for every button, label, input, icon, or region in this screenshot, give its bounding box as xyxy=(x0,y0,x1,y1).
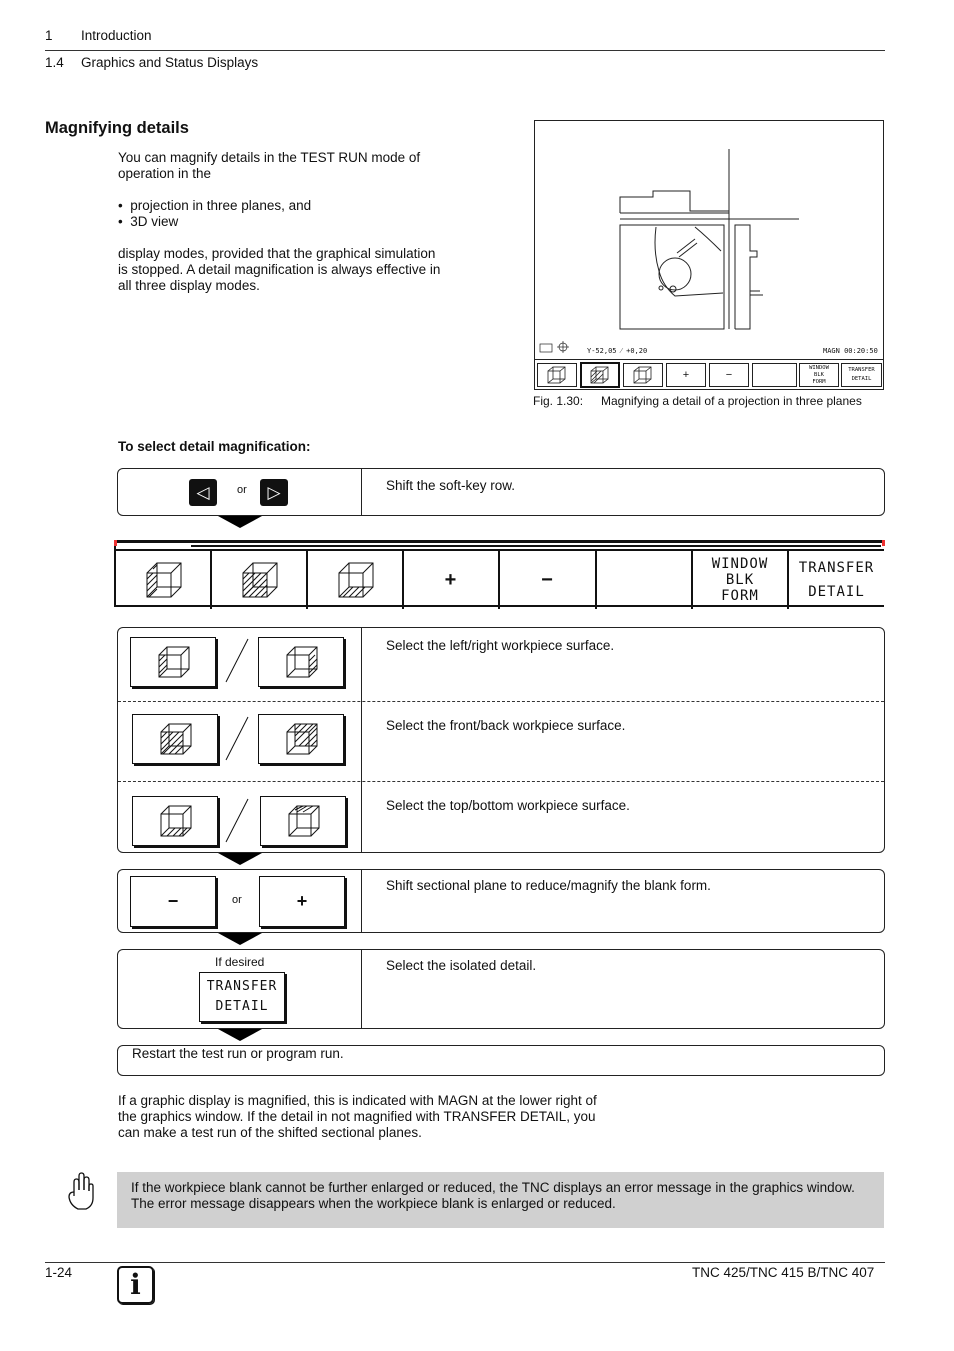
figure-caption-text: Magnifying a detail of a projection in three planes xyxy=(601,394,862,408)
info-glyph: i xyxy=(130,1268,141,1301)
section-title: Graphics and Status Displays xyxy=(81,55,259,70)
product-name: TNC 425/TNC 415 B/TNC 407 xyxy=(692,1265,875,1280)
softkey-left-side[interactable] xyxy=(116,551,212,609)
step-description: Select the isolated detail. xyxy=(386,958,537,973)
softkey-row xyxy=(114,540,884,607)
cube-left-hatched-icon xyxy=(153,643,193,681)
step-shift-sectional-plane xyxy=(117,869,885,933)
back-surface-key[interactable] xyxy=(258,714,344,764)
softkey-plus[interactable] xyxy=(404,551,500,609)
info-icon xyxy=(117,1266,154,1304)
figure-softkey-front xyxy=(580,362,620,388)
softkey-row-ribbon xyxy=(191,545,881,547)
softkey-label: TRANSFER DETAIL xyxy=(798,560,875,600)
step-select-isolated-detail xyxy=(117,949,885,1029)
section-number: 1.4 xyxy=(45,55,64,70)
page-number: 1-24 xyxy=(45,1265,73,1280)
flow-arrow xyxy=(218,516,262,528)
hand-pointing-icon xyxy=(66,1172,98,1212)
top-surface-key[interactable] xyxy=(132,796,218,846)
chapter-title: Introduction xyxy=(81,28,152,43)
softkey-empty[interactable] xyxy=(597,551,693,609)
softkey-row-marker-left xyxy=(114,540,117,546)
figure-softkey-left-side xyxy=(537,363,577,387)
cube-icon xyxy=(624,364,662,386)
footer-rule xyxy=(45,1262,885,1263)
column-divider xyxy=(361,628,362,852)
chapter-number: 1 xyxy=(45,28,53,43)
slash-separator xyxy=(222,796,252,846)
figure-softkey-minus: − xyxy=(709,363,749,387)
figure-softkey-bar xyxy=(535,359,883,389)
figure-softkey-empty xyxy=(752,363,797,387)
plus-key[interactable] xyxy=(259,876,345,927)
flow-arrow xyxy=(218,933,262,945)
transfer-detail-key[interactable] xyxy=(199,972,285,1022)
left-surface-key[interactable] xyxy=(130,637,216,687)
bullet-text: projection in three planes, and xyxy=(130,198,312,213)
step-description: Shift the soft-key row. xyxy=(386,478,516,493)
front-surface-key[interactable] xyxy=(132,714,218,764)
softkey-top[interactable] xyxy=(308,551,404,609)
status-coordinates: Y-52,05 ⁄ +0,20 xyxy=(587,347,648,355)
flow-arrow xyxy=(218,853,262,865)
section-heading: Magnifying details xyxy=(45,119,189,137)
procedure-heading: To select detail magnification: xyxy=(118,439,311,454)
cube-front-hatched-icon xyxy=(155,720,195,758)
column-divider xyxy=(361,469,362,515)
key-label: − xyxy=(167,891,179,911)
figure-caption-number: Fig. 1.30: xyxy=(533,394,584,408)
note-box: If the workpiece blank cannot be further enlarged or reduced, the TNC displays an error message in the graphics window. The error message disappears when the workpiece blank is enlarged or reduced. xyxy=(117,1172,884,1228)
cube-bottom-hatched-icon xyxy=(333,560,377,600)
step-description: Select the front/back workpiece surface. xyxy=(386,718,626,733)
column-divider xyxy=(361,950,362,1028)
figure-softkey-transfer-detail: TRANSFER DETAIL xyxy=(841,363,882,387)
softkey-row-marker-right xyxy=(882,540,885,546)
status-magnification: MAGN 00:20:50 xyxy=(823,347,878,355)
step-description: Restart the test run or program run. xyxy=(132,1046,344,1061)
cube-icon xyxy=(538,364,576,386)
softkey-minus[interactable] xyxy=(500,551,597,609)
or-label: or xyxy=(232,894,242,906)
slash-separator xyxy=(222,714,252,764)
cube-bottom-hatched-icon xyxy=(283,802,323,840)
arrow-left-key[interactable]: ◁ xyxy=(189,479,217,506)
cube-right-hatched-icon xyxy=(281,643,321,681)
or-label: or xyxy=(237,484,247,496)
minus-key[interactable] xyxy=(130,876,216,927)
step-restart xyxy=(117,1045,885,1076)
figure-softkey-window-blk-form: WINDOW BLK FORM xyxy=(799,363,839,387)
arrow-right-key[interactable]: ▷ xyxy=(260,479,288,506)
bottom-surface-key[interactable] xyxy=(260,796,346,846)
softkey-label: − xyxy=(541,569,554,591)
softkey-label: + xyxy=(444,569,458,591)
slash-separator xyxy=(222,636,252,686)
key-label: + xyxy=(296,891,308,911)
magnification-note-paragraph: If a graphic display is magnified, this is indicated with MAGN at the lower right of the graphics window. If the detail in not magnified with TRANSFER DETAIL, you can make a test run of the shifted sectional planes. xyxy=(118,1093,597,1140)
softkey-label: WINDOW BLK FORM xyxy=(711,556,769,604)
figure-softkey-top xyxy=(623,363,663,387)
softkey-row-body xyxy=(116,549,884,607)
cube-top-hatched-icon xyxy=(155,802,195,840)
row-separator xyxy=(118,701,884,702)
cube-front-hatched-icon xyxy=(237,560,281,600)
bullet-item: • projection in three planes, and xyxy=(118,198,312,213)
figure-softkey-plus: + xyxy=(666,363,706,387)
column-divider xyxy=(361,870,362,932)
cube-icon xyxy=(582,364,618,386)
if-desired-label: If desired xyxy=(215,955,265,969)
softkey-transfer-detail[interactable] xyxy=(789,551,884,609)
softkey-window-blk-form[interactable] xyxy=(693,551,789,609)
bullet-text: 3D view xyxy=(130,214,179,229)
header-rule xyxy=(45,50,885,51)
step-description: Select the top/bottom workpiece surface. xyxy=(386,798,630,813)
figure-screen xyxy=(534,120,884,390)
outro-paragraph: display modes, provided that the graphical simulation is stopped. A detail magnification is always effective in all three display modes. xyxy=(118,246,441,293)
step-description: Select the left/right workpiece surface. xyxy=(386,638,615,653)
row-separator xyxy=(118,781,884,782)
flow-arrow xyxy=(218,1029,262,1041)
cube-back-hatched-icon xyxy=(281,720,321,758)
step-shift-softkey-row xyxy=(117,468,885,516)
step-select-surface xyxy=(117,627,885,853)
intro-paragraph: You can magnify details in the TEST RUN mode of operation in the xyxy=(118,150,421,181)
step-description: Shift sectional plane to reduce/magnify the blank form. xyxy=(386,878,711,893)
key-label: TRANSFER DETAIL xyxy=(206,979,278,1014)
softkey-front[interactable] xyxy=(212,551,308,609)
bullet-item: • 3D view xyxy=(118,214,179,229)
right-surface-key[interactable] xyxy=(258,637,344,687)
cube-left-hatched-icon xyxy=(141,560,185,600)
